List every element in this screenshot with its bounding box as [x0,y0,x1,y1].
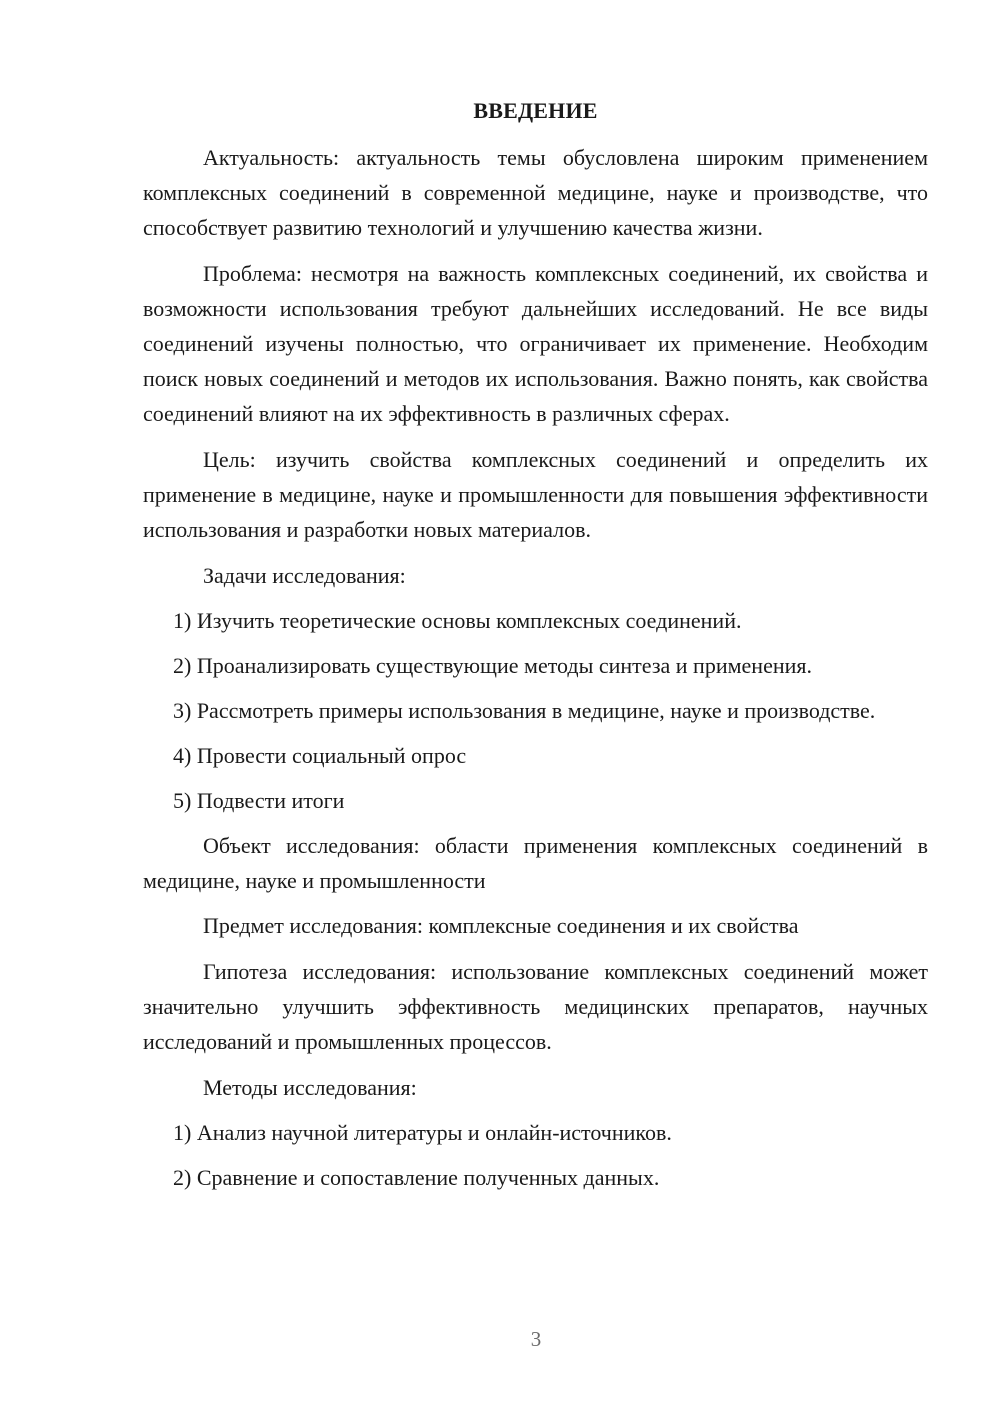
tasks-heading: Задачи исследования: [203,563,406,588]
methods-heading: Методы исследования: [203,1075,417,1100]
method-item: 1) Анализ научной литературы и онлайн-источников. [173,1120,672,1145]
goal-paragraph: Цель: изучить свойства комплексных соединений и определить их применение в медицине, науке и промышленности для повышения эффективности использования и разработки новых материалов. [143,447,928,542]
document-page [143,96,928,1195]
object-paragraph: Объект исследования: области применения комплексных соединений в медицине, науке и промышленности [143,833,928,893]
task-item: 2) Проанализировать существующие методы синтеза и применения. [173,653,812,678]
page-title: ВВЕДЕНИЕ [473,98,598,123]
hypothesis-paragraph: Гипотеза исследования: использование комплексных соединений может значительно улучшить эффективность медицинских препаратов, научных исследований и промышленных процессов. [143,959,928,1054]
subject-paragraph: Предмет исследования: комплексные соединения и их свойства [203,913,799,938]
relevance-paragraph: Актуальность: актуальность темы обусловлена широким применением комплексных соединений в современной медицине, науке и производстве, что способствует развитию технологий и улучшению качества жизни. [143,145,928,240]
task-item: 1) Изучить теоретические основы комплексных соединений. [173,608,742,633]
task-item: 4) Провести социальный опрос [173,743,467,768]
method-item: 2) Сравнение и сопоставление полученных данных. [173,1165,660,1190]
problem-paragraph: Проблема: несмотря на важность комплексных соединений, их свойства и возможности использования требуют дальнейших исследований. Не все виды соединений изучены полностью, что ограничивает их применение. Необходим поиск новых соединений и методов их использования. Важно понять, как свойства соединений влияют на их эффективность в различных сферах. [143,261,928,426]
task-item: 5) Подвести итоги [173,788,345,813]
page-number: 3 [530,1327,542,1351]
task-item: 3) Рассмотреть примеры использования в медицине, науке и производстве. [173,698,876,723]
